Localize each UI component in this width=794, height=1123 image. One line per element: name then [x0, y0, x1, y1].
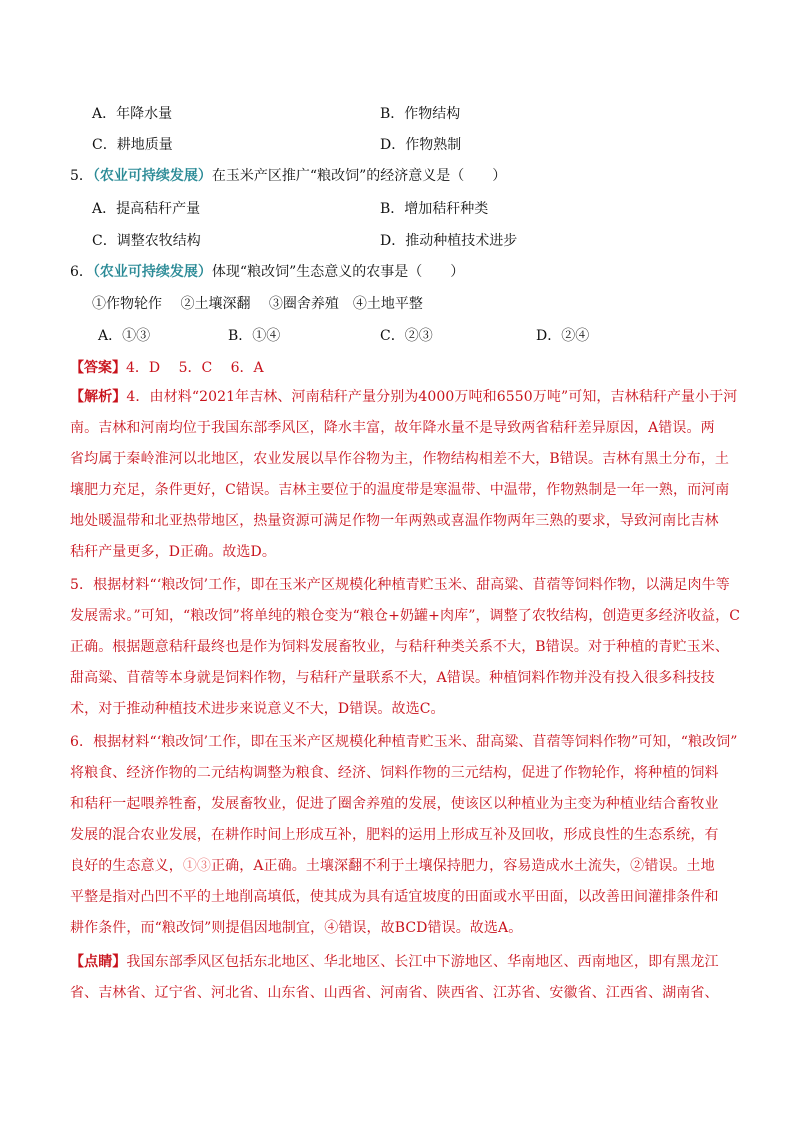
analysis-q5	[70, 570, 741, 725]
analysis-line: 【解析】4．由材料“2021年吉林、河南秸秆产量分别为4000万吨和6550万吨”可知，吉林秸秆产量小于河	[70, 389, 738, 405]
q5-stem-line	[70, 165, 506, 185]
q4-option-c: C．耕地质量	[92, 137, 173, 153]
comment-section	[70, 947, 725, 1009]
analysis-line: 6．根据材料“‘粮改饲’工作，即在玉米产区规模化种植青贮玉米、甜高粱、苜蓿等饲料作物”可知，“粮改饲”	[70, 734, 738, 750]
q4-option-b: B．作物结构	[380, 106, 461, 122]
q5-stem: 在玉米产区推广“粮改饲”的经济意义是（ ）	[211, 168, 507, 184]
analysis-line: 甜高粱、苜蓿等本身就是饲料作物，与秸秆产量联系不大，A错误。种植饲料作物并没有投入很多科技技	[70, 670, 715, 686]
q6-number: 6．	[70, 264, 93, 280]
analysis-line: 耕作条件，而“粮改饲”则提倡因地制宜，④错误，故BCD错误。故选A。	[70, 920, 523, 936]
analysis-label: 【解析】	[70, 389, 127, 405]
comment-line: 【点睛】我国东部季风区包括东北地区、华北地区、长江中下游地区、华南地区、西南地区，即有黑龙江	[70, 954, 719, 970]
q5-topic-tag: （农业可持续发展）	[92, 168, 212, 184]
answer-line	[70, 357, 264, 377]
q6-option-b: B．①④	[228, 328, 281, 344]
analysis-line: 南。吉林和河南均位于我国东部季风区，降水丰富，故年降水量不是导致两省秸秆差异原因，A错误。两	[70, 420, 715, 436]
analysis-line: 正确。根据题意秸秆最终也是作为饲料发展畜牧业，与秸秆种类关系不大，B错误。对于种植的青贮玉米、	[70, 639, 729, 655]
analysis-q4	[70, 382, 738, 568]
answer-label: 【答案】	[70, 360, 126, 376]
analysis-line: 地处暖温带和北亚热带地区，热量资源可满足作物一年两熟或喜温作物两年三熟的要求，导致河南比吉林	[70, 513, 719, 529]
analysis-line: 发展需求。”可知，“粮改饲”将单纯的粮仓变为“粮仓+奶罐+肉库”，调整了农牧结构，创造更多经济收益，C	[70, 608, 741, 624]
q4-option-a: A．年降水量	[92, 106, 173, 122]
q5-option-a: A．提高秸秆产量	[92, 201, 201, 217]
analysis-line: 发展的混合农业发展，在耕作时间上形成互补，肥料的运用上形成互补及回收，形成良性的生态系统，有	[70, 827, 719, 843]
analysis-line: 省均属于秦岭淮河以北地区，农业发展以旱作谷物为主，作物结构相差不大，B错误。吉林有黑土分布，土	[70, 451, 729, 467]
analysis-line: 5．根据材料“‘粮改饲’工作，即在玉米产区规模化种植青贮玉米、甜高粱、苜蓿等饲料作物，以满足肉牛等	[70, 577, 730, 593]
comment-label: 【点睛】	[70, 954, 127, 970]
q6-stem: 体现“粮改饲”生态意义的农事是（ ）	[211, 264, 465, 280]
q6-option-d: D．②④	[536, 328, 590, 344]
q6-option-a: A．①③	[98, 328, 151, 344]
correct-items: ①③	[182, 858, 212, 874]
analysis-line: 秸秆产量更多，D正确。故选D。	[70, 544, 276, 560]
analysis-line: 术，对于推动种植技术进步来说意义不大，D错误。故选C。	[70, 701, 445, 717]
answer-text: 4．D 5．C 6．A	[126, 360, 264, 376]
q5-option-c: C．调整农牧结构	[92, 233, 201, 249]
q6-option-c: C．②③	[380, 328, 433, 344]
comment-line: 省、吉林省、辽宁省、河北省、山东省、山西省、河南省、陕西省、江苏省、安徽省、江西省、湖南省、	[70, 985, 719, 1001]
q5-option-b: B．增加秸秆种类	[380, 201, 489, 217]
analysis-q6	[70, 727, 738, 944]
analysis-line: 良好的生态意义，①③正确，A正确。土壤深翻不利于土壤保持肥力，容易造成水土流失，②错误。土地	[70, 858, 715, 874]
analysis-line: 和秸秆一起喂养牲畜，发展畜牧业，促进了圈舍养殖的发展，使该区以种植业为主变为种植业结合畜牧业	[70, 796, 719, 812]
analysis-line: 壤肥力充足，条件更好，C错误。吉林主要位于的温度带是寒温带、中温带，作物熟制是一年一熟，而河南	[70, 482, 730, 498]
q6-stem-line	[70, 261, 464, 281]
q5-number: 5．	[70, 168, 93, 184]
q6-items: ①作物轮作 ②土壤深翻 ③圈舍养殖 ④土地平整	[92, 296, 423, 312]
q4-option-d: D．作物熟制	[380, 137, 462, 153]
q5-option-d: D．推动种植技术进步	[380, 233, 518, 249]
analysis-line: 平整是指对凸凹不平的土地削高填低，使其成为具有适宜坡度的田面或水平田面，以改善田间灌排条件和	[70, 889, 719, 905]
q6-topic-tag: （农业可持续发展）	[92, 264, 212, 280]
analysis-line: 将粮食、经济作物的二元结构调整为粮食、经济、饲料作物的三元结构，促进了作物轮作，将种植的饲料	[70, 765, 719, 781]
